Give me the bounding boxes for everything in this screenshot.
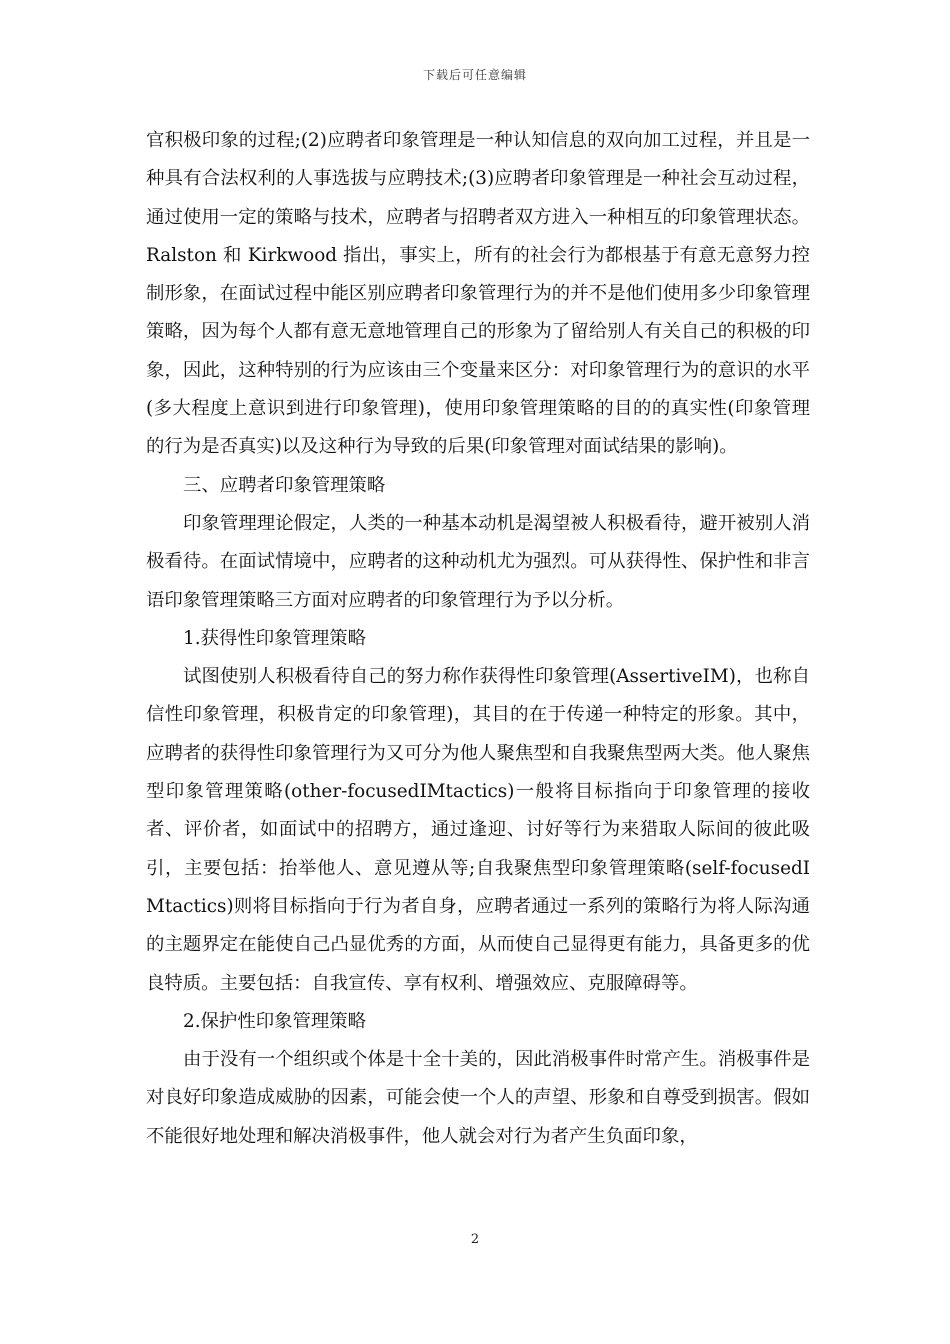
page-header: 下载后可任意编辑 <box>422 68 527 82</box>
paragraph-1: 官积极印象的过程;(2)应聘者印象管理是一种认知信息的双向加工过程，并且是一种具有合法权利的人事选拔与应聘技术;(3)应聘者印象管理是一种社会互动过程，通过使用一定的策略与技术，应聘者与招聘者双方进入一种相互的印象管理状态。Ralston 和 Kirkwood 指出，事实上，所有的社会行为都根基于有意无意努力控制形象，在面试过程中能区别应聘者印象管理行为的并不是他们使用多少印象管理策略，因为每个人都有意无意地管理自己的形象为了留给别人有关自己的积极的印象，因此，这种特别的行为应该由三个变量来区分：对印象管理行为的意识的水平(多大程度上意识到进行印象管理)，使用印象管理策略的目的的真实性(印象管理的行为是否真实)以及这种行为导致的后果(印象管理对面试结果的影响)。 <box>146 130 810 458</box>
subsection-heading-defensive: 2.保护性印象管理策略 <box>183 1010 367 1032</box>
paragraph-4: 由于没有一个组织或个体是十全十美的，因此消极事件时常产生。消极事件是对良好印象造成威胁的因素，可能会使一个人的声望、形象和自尊受到损害。假如不能很好地处理和解决消极事件，他人就会对行为者产生负面印象， <box>146 1049 810 1147</box>
section-heading-strategies: 三、应聘者印象管理策略 <box>183 474 386 496</box>
subsection-heading-assertive: 1.获得性印象管理策略 <box>183 627 367 649</box>
paragraph-2: 印象管理理论假定，人类的一种基本动机是渴望被人积极看待，避开被别人消极看待。在面试情境中，应聘者的这种动机尤为强烈。可从获得性、保护性和非言语印象管理策略三方面对应聘者的印象管理行为予以分析。 <box>146 512 810 611</box>
paragraph-3: 试图使别人积极看待自己的努力称作获得性印象管理(AssertiveIM)，也称自信性印象管理，积极肯定的印象管理)，其目的在于传递一种特定的形象。其中，应聘者的获得性印象管理行为又可分为他人聚焦型和自我聚焦型两大类。他人聚焦型印象管理策略(other-focusedIMtactics)一般将目标指向于印象管理的接收者、评价者，如面试中的招聘方，通过逢迎、讨好等行为来猎取人际间的彼此吸引，主要包括：抬举他人、意见遵从等;自我聚焦型印象管理策略(self-focusedIMtactics)则将目标指向于行为者自身，应聘者通过一系列的策略行为将人际沟通的主题界定在能使自己凸显优秀的方面，从而使自己显得更有能力，具备更多的优良特质。主要包括：自我宣传、享有权利、增强效应、克服障碍等。 <box>146 666 810 994</box>
page-number: 2 <box>470 1232 480 1247</box>
document-body <box>146 122 810 1156</box>
